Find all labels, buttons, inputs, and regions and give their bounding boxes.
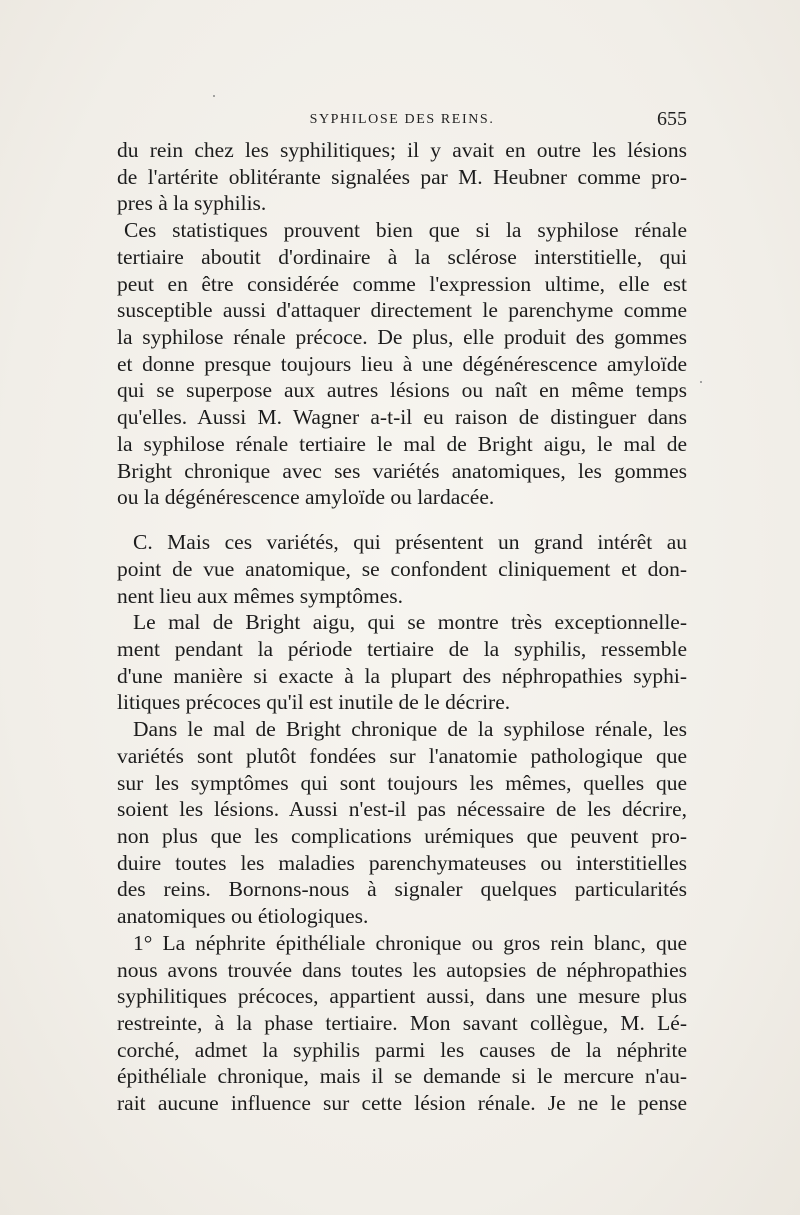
- print-speck: [700, 381, 702, 383]
- paragraph-first-line: Dans le mal de Bright chronique de la syphilose rénale, les: [133, 717, 687, 742]
- text-line: duire toutes les maladies parenchymateuses ou interstitielles: [117, 850, 687, 875]
- body-text: [117, 137, 687, 1117]
- paragraph-first-line: Ces statistiques prouvent bien que si la syphilose rénale: [124, 218, 687, 243]
- text-line: la syphilose rénale tertiaire le mal de Bright aigu, le mal de: [117, 431, 687, 456]
- print-speck: [213, 95, 215, 97]
- text-line: d'une manière si exacte à la plupart des néphropathies syphi-: [117, 663, 687, 688]
- text-line: nous avons trouvée dans toutes les autopsies de néphropathies: [117, 957, 687, 982]
- text-line: épithéliale chronique, mais il se demande si le mercure n'au-: [117, 1064, 687, 1089]
- text-line: corché, admet la syphilis parmi les causes de la néphrite: [117, 1037, 687, 1062]
- text-line: la syphilose rénale précoce. De plus, elle produit des gommes: [117, 325, 687, 350]
- text-line: ment pendant la période tertiaire de la syphilis, ressemble: [117, 636, 687, 661]
- text-line: tertiaire aboutit d'ordinaire à la sclérose interstitielle, qui: [117, 244, 687, 269]
- text-line: nent lieu aux mêmes symptômes.: [117, 583, 404, 608]
- text-line: du rein chez les syphilitiques; il y avait en outre les lésions: [117, 138, 687, 162]
- page-number: 655: [657, 108, 687, 130]
- text-line: peut en être considérée comme l'expression ultime, elle est: [117, 271, 687, 296]
- text-line: ou la dégénérescence amyloïde ou lardacée.: [117, 485, 495, 510]
- text-line: des reins. Bornons-nous à signaler quelques particularités: [117, 877, 687, 902]
- text-line: soient les lésions. Aussi n'est-il pas nécessaire de les décrire,: [117, 797, 687, 822]
- paragraph-first-line: 1° La néphrite épithéliale chronique ou gros rein blanc, que: [133, 930, 687, 955]
- page-header: [117, 108, 687, 134]
- text-line: et donne presque toujours lieu à une dégénérescence amyloïde: [117, 351, 687, 376]
- section-c-first-line: C. Mais ces variétés, qui présentent un grand intérêt au: [133, 530, 687, 555]
- text-line: pres à la syphilis.: [117, 191, 267, 216]
- text-line: de l'artérite oblitérante signalées par M. Heubner comme pro-: [117, 164, 687, 189]
- text-line: syphilitiques précoces, appartient aussi, dans une mesure plus: [117, 984, 687, 1009]
- text-line: variétés sont plutôt fondées sur l'anatomie pathologique que: [117, 743, 687, 768]
- text-line: anatomiques ou étiologiques.: [117, 904, 369, 929]
- text-line: rait aucune influence sur cette lésion rénale. Je ne le pense: [117, 1091, 687, 1116]
- running-title: SYPHILOSE DES REINS.: [309, 112, 495, 127]
- text-line: sur les symptômes qui sont toujours les mêmes, quelles que: [117, 770, 687, 795]
- text-line: point de vue anatomique, se confondent cliniquement et don-: [117, 556, 687, 581]
- paragraph-first-line: Le mal de Bright aigu, qui se montre très exceptionnelle-: [133, 610, 687, 635]
- text-line: qui se superpose aux autres lésions ou naît en même temps: [117, 378, 687, 403]
- text-line: litiques précoces qu'il est inutile de le décrire.: [117, 690, 511, 715]
- text-line: susceptible aussi d'attaquer directement le parenchyme comme: [117, 298, 687, 323]
- text-line: non plus que les complications urémiques que peuvent pro-: [117, 823, 687, 848]
- text-line: Bright chronique avec ses variétés anatomiques, les gommes: [117, 458, 687, 483]
- text-line: restreinte, à la phase tertiaire. Mon savant collègue, M. Lé-: [117, 1011, 687, 1035]
- text-line: qu'elles. Aussi M. Wagner a-t-il eu raison de distinguer dans: [117, 405, 687, 430]
